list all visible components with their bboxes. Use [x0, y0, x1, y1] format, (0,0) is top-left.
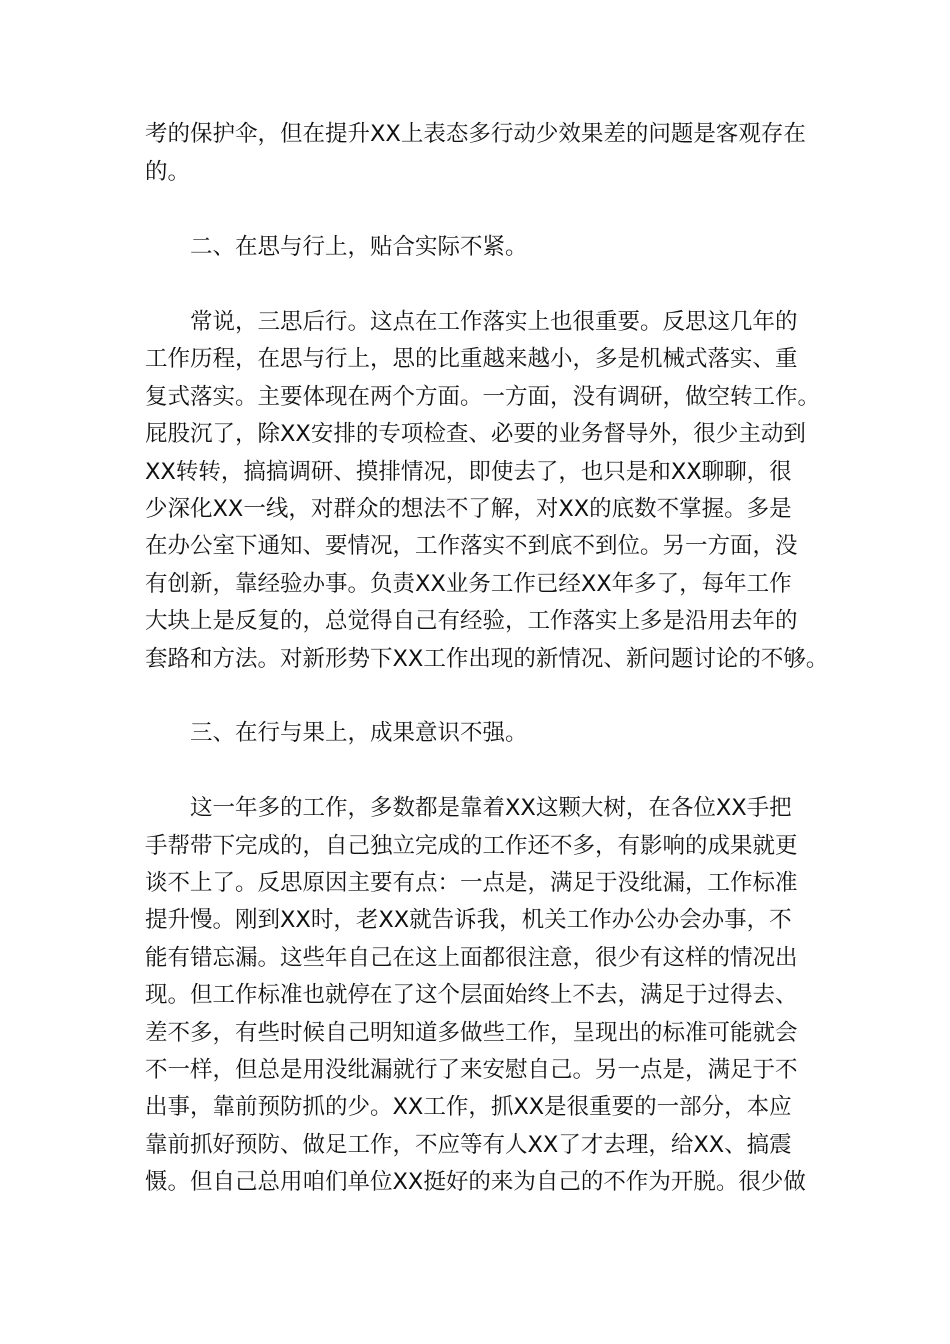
paragraph-line: 在办公室下通知、要情况，工作落实不到底不到位。另一方面，没 [145, 533, 798, 559]
section-heading: 三、在行与果上，成果意识不强。 [190, 720, 528, 746]
paragraph-line: 能有错忘漏。这些年自己在这上面都很注意，很少有这样的情况出 [145, 945, 798, 971]
paragraph-line: 的。 [145, 159, 191, 185]
paragraph-line: 手帮带下完成的，自己独立完成的工作还不多，有影响的成果就更 [145, 833, 798, 859]
paragraph-line: 出事，靠前预防抓的少。XX工作，抓XX是很重要的一部分，本应 [145, 1094, 792, 1120]
paragraph-line: XX转转，搞搞调研、摸排情况，即使去了，也只是和XX聊聊，很 [145, 459, 792, 485]
paragraph-line: 靠前抓好预防、做足工作，不应等有人XX了才去理，给XX、搞震 [145, 1132, 792, 1158]
paragraph-line: 大块上是反复的，总觉得自己有经验，工作落实上多是沿用去年的 [145, 608, 798, 634]
paragraph-line: 提升慢。刚到XX时，老XX就告诉我，机关工作办公办会办事，不 [145, 907, 792, 933]
paragraph-line: 套路和方法。对新形势下XX工作出现的新情况、新问题讨论的不够。 [145, 646, 829, 672]
paragraph-line: 这一年多的工作，多数都是靠着XX这颗大树，在各位XX手把 [190, 795, 792, 821]
paragraph-line: 差不多，有些时候自己明知道多做些工作，呈现出的标准可能就会 [145, 1020, 798, 1046]
paragraph-line: 现。但工作标准也就停在了这个层面始终上不去，满足于过得去、 [145, 982, 798, 1008]
paragraph-line: 不一样，但总是用没纰漏就行了来安慰自己。另一点是，满足于不 [145, 1057, 798, 1083]
paragraph-line: 少深化XX一线，对群众的想法不了解，对XX的底数不掌握。多是 [145, 496, 792, 522]
paragraph-line: 慑。但自己总用咱们单位XX挺好的来为自己的不作为开脱。很少做 [145, 1169, 806, 1195]
section-heading: 二、在思与行上，贴合实际不紧。 [190, 234, 528, 260]
paragraph-line: 考的保护伞，但在提升XX上表态多行动少效果差的问题是客观存在 [145, 121, 806, 147]
paragraph-line: 屁股沉了，除XX安排的专项检查、必要的业务督导外，很少主动到 [145, 421, 806, 447]
paragraph-line: 工作历程，在思与行上，思的比重越来越小，多是机械式落实、重 [145, 346, 798, 372]
paragraph-line: 复式落实。主要体现在两个方面。一方面，没有调研，做空转工作。 [145, 384, 821, 410]
paragraph-line: 常说，三思后行。这点在工作落实上也很重要。反思这几年的 [190, 309, 798, 335]
paragraph-line: 谈不上了。反思原因主要有点：一点是，满足于没纰漏，工作标准 [145, 870, 798, 896]
paragraph-line: 有创新，靠经验办事。负责XX业务工作已经XX年多了，每年工作 [145, 571, 792, 597]
